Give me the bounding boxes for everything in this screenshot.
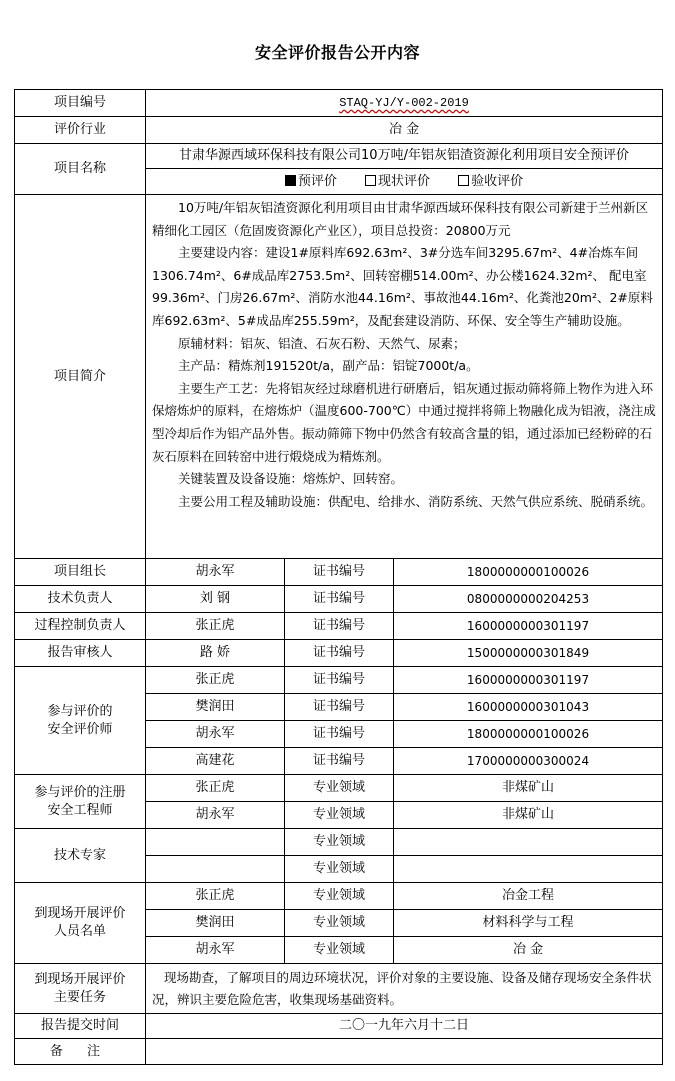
process-ctrl-name: 张正虎 (146, 613, 285, 640)
industry-value: 冶 金 (146, 117, 663, 144)
reviewer-cert: 1500000000301849 (394, 640, 663, 667)
project-no-label: 项目编号 (15, 90, 146, 117)
row-engineer (15, 775, 663, 802)
remark-label: 备 注 (15, 1039, 146, 1065)
page-title: 安全评价报告公开内容 (254, 43, 420, 62)
engineer-name: 张正虎 (146, 775, 285, 802)
intro-paragraph: 主要公用工程及辅助设施：供配电、给排水、消防系统、天然气供应系统、脱硝系统。 (178, 493, 654, 509)
evaluator-cert: 1800000000100026 (394, 721, 663, 748)
cert-label: 证书编号 (285, 748, 394, 775)
row-leader (15, 559, 663, 586)
reviewer-label: 报告审核人 (15, 640, 146, 667)
engineer-field: 非煤矿山 (394, 775, 663, 802)
experts-label: 技术专家 (15, 829, 146, 883)
field-label: 专业领域 (285, 802, 394, 829)
engineer-field: 非煤矿山 (394, 802, 663, 829)
checkbox-empty-icon (458, 175, 469, 186)
onsite-name: 张正虎 (146, 883, 285, 910)
engineer-name: 胡永军 (146, 802, 285, 829)
evaluators-label: 参与评价的 安全评价师 (15, 667, 146, 775)
intro-paragraph: 原辅材料：铝灰、铝渣、石灰石粉、天然气、尿素； (178, 335, 466, 351)
row-onsite (15, 883, 663, 910)
onsite-field: 冶金工程 (394, 883, 663, 910)
process-ctrl-label: 过程控制负责人 (15, 613, 146, 640)
evaluator-name: 张正虎 (146, 667, 285, 694)
evaluator-cert: 1700000000300024 (394, 748, 663, 775)
eval-type-options (146, 169, 663, 195)
option-status-eval[interactable]: 现状评价 (365, 173, 430, 191)
onsite-name: 胡永军 (146, 937, 285, 964)
cert-label: 证书编号 (285, 667, 394, 694)
row-project-name (15, 144, 663, 169)
industry-label: 评价行业 (15, 117, 146, 144)
leader-label: 项目组长 (15, 559, 146, 586)
onsite-name: 樊润田 (146, 910, 285, 937)
cert-label: 证书编号 (285, 613, 394, 640)
row-tech-lead (15, 586, 663, 613)
onsite-label: 到现场开展评价 人员名单 (15, 883, 146, 964)
field-label: 专业领域 (285, 883, 394, 910)
submit-value: 二〇一九年六月十二日 (146, 1014, 663, 1039)
intro-paragraph: 10万吨/年铝灰铝渣资源化利用项目由甘肃华源西域环保科技有限公司新建于兰州新区精细化工园区（危固废资源化产业区），项目总投资：20800万元 (152, 200, 649, 238)
expert-field (394, 856, 663, 883)
evaluator-name: 樊润田 (146, 694, 285, 721)
evaluator-name: 胡永军 (146, 721, 285, 748)
onsite-field: 材料科学与工程 (394, 910, 663, 937)
row-intro (15, 195, 663, 559)
row-industry (15, 117, 663, 144)
field-label: 专业领域 (285, 829, 394, 856)
row-reviewer (15, 640, 663, 667)
row-project-no (15, 90, 663, 117)
expert-field (394, 829, 663, 856)
leader-cert: 1800000000100026 (394, 559, 663, 586)
intro-paragraph: 主要建设内容：建设1#原料库692.63m²、3#分选车间3295.67m²、4#冶炼车间1306.74m²、6#成品库2753.5m²、回转窑棚514.00m²、办公楼1624.32m²、 配电室99.36m²、门房26.67m²、消防水池44.16m²、事故池44.16m²、化粪池20m²、2#原料库692.63m²、5#成品库255.59m²，及配套建设消防、环保、安全等生产辅助设施。 (152, 245, 653, 328)
tech-lead-name: 刘 钢 (146, 586, 285, 613)
cert-label: 证书编号 (285, 721, 394, 748)
remark-value (146, 1039, 663, 1065)
expert-name (146, 829, 285, 856)
project-name-value: 甘肃华源西域环保科技有限公司10万吨/年铝灰铝渣资源化利用项目安全预评价 (146, 144, 663, 169)
evaluator-name: 高建花 (146, 748, 285, 775)
intro-label: 项目简介 (15, 195, 146, 559)
cert-label: 证书编号 (285, 559, 394, 586)
checkbox-checked-icon (285, 175, 296, 186)
field-label: 专业领域 (285, 937, 394, 964)
process-ctrl-cert: 1600000000301197 (394, 613, 663, 640)
tech-lead-cert: 0800000000204253 (394, 586, 663, 613)
intro-paragraph: 主要生产工艺：先将铝灰经过球磨机进行研磨后，铝灰通过振动筛将筛上物作为进入环保熔炼炉的原料，在熔炼炉（温度600-700℃）中通过搅拌将筛上物融化成为铝液，浇注成型冷却后作为铝产品外售。振动筛筛下物中仍然含有较高含量的铝，通过添加已经粉碎的石灰石原料在回转窑中进行煅烧成为精炼剂。 (152, 380, 656, 464)
cert-label: 证书编号 (285, 640, 394, 667)
tech-lead-label: 技术负责人 (15, 586, 146, 613)
evaluator-cert: 1600000000301197 (394, 667, 663, 694)
row-submit (15, 1014, 663, 1039)
tasks-label: 到现场开展评价 主要任务 (15, 964, 146, 1014)
tasks-content: 现场勘查，了解项目的周边环境状况，评价对象的主要设施、设备及储存现场安全条件状况，辨识主要危险危害，收集现场基础资料。 (152, 969, 652, 1007)
checkbox-empty-icon (365, 175, 376, 186)
project-name-label: 项目名称 (15, 144, 146, 195)
onsite-field: 冶 金 (394, 937, 663, 964)
intro-paragraph: 主产品：精炼剂191520t/a，副产品：铝锭7000t/a。 (178, 358, 479, 374)
report-table (14, 89, 663, 1065)
field-label: 专业领域 (285, 775, 394, 802)
row-expert (15, 829, 663, 856)
project-no-value: STAQ-YJ/Y-002-2019 (339, 96, 469, 110)
row-remark (15, 1039, 663, 1065)
option-pre-eval[interactable]: 预评价 (285, 173, 337, 191)
intro-paragraph: 关键装置及设备设施：熔炼炉、回转窑。 (178, 471, 404, 487)
row-evaluator (15, 667, 663, 694)
expert-name (146, 856, 285, 883)
reviewer-name: 路 娇 (146, 640, 285, 667)
evaluator-cert: 1600000000301043 (394, 694, 663, 721)
submit-label: 报告提交时间 (15, 1014, 146, 1039)
field-label: 专业领域 (285, 856, 394, 883)
field-label: 专业领域 (285, 910, 394, 937)
leader-name: 胡永军 (146, 559, 285, 586)
cert-label: 证书编号 (285, 586, 394, 613)
row-process-ctrl (15, 613, 663, 640)
row-tasks (15, 964, 663, 1014)
engineers-label: 参与评价的注册 安全工程师 (15, 775, 146, 829)
option-acceptance-eval[interactable]: 验收评价 (458, 173, 523, 191)
intro-content (146, 195, 663, 559)
cert-label: 证书编号 (285, 694, 394, 721)
